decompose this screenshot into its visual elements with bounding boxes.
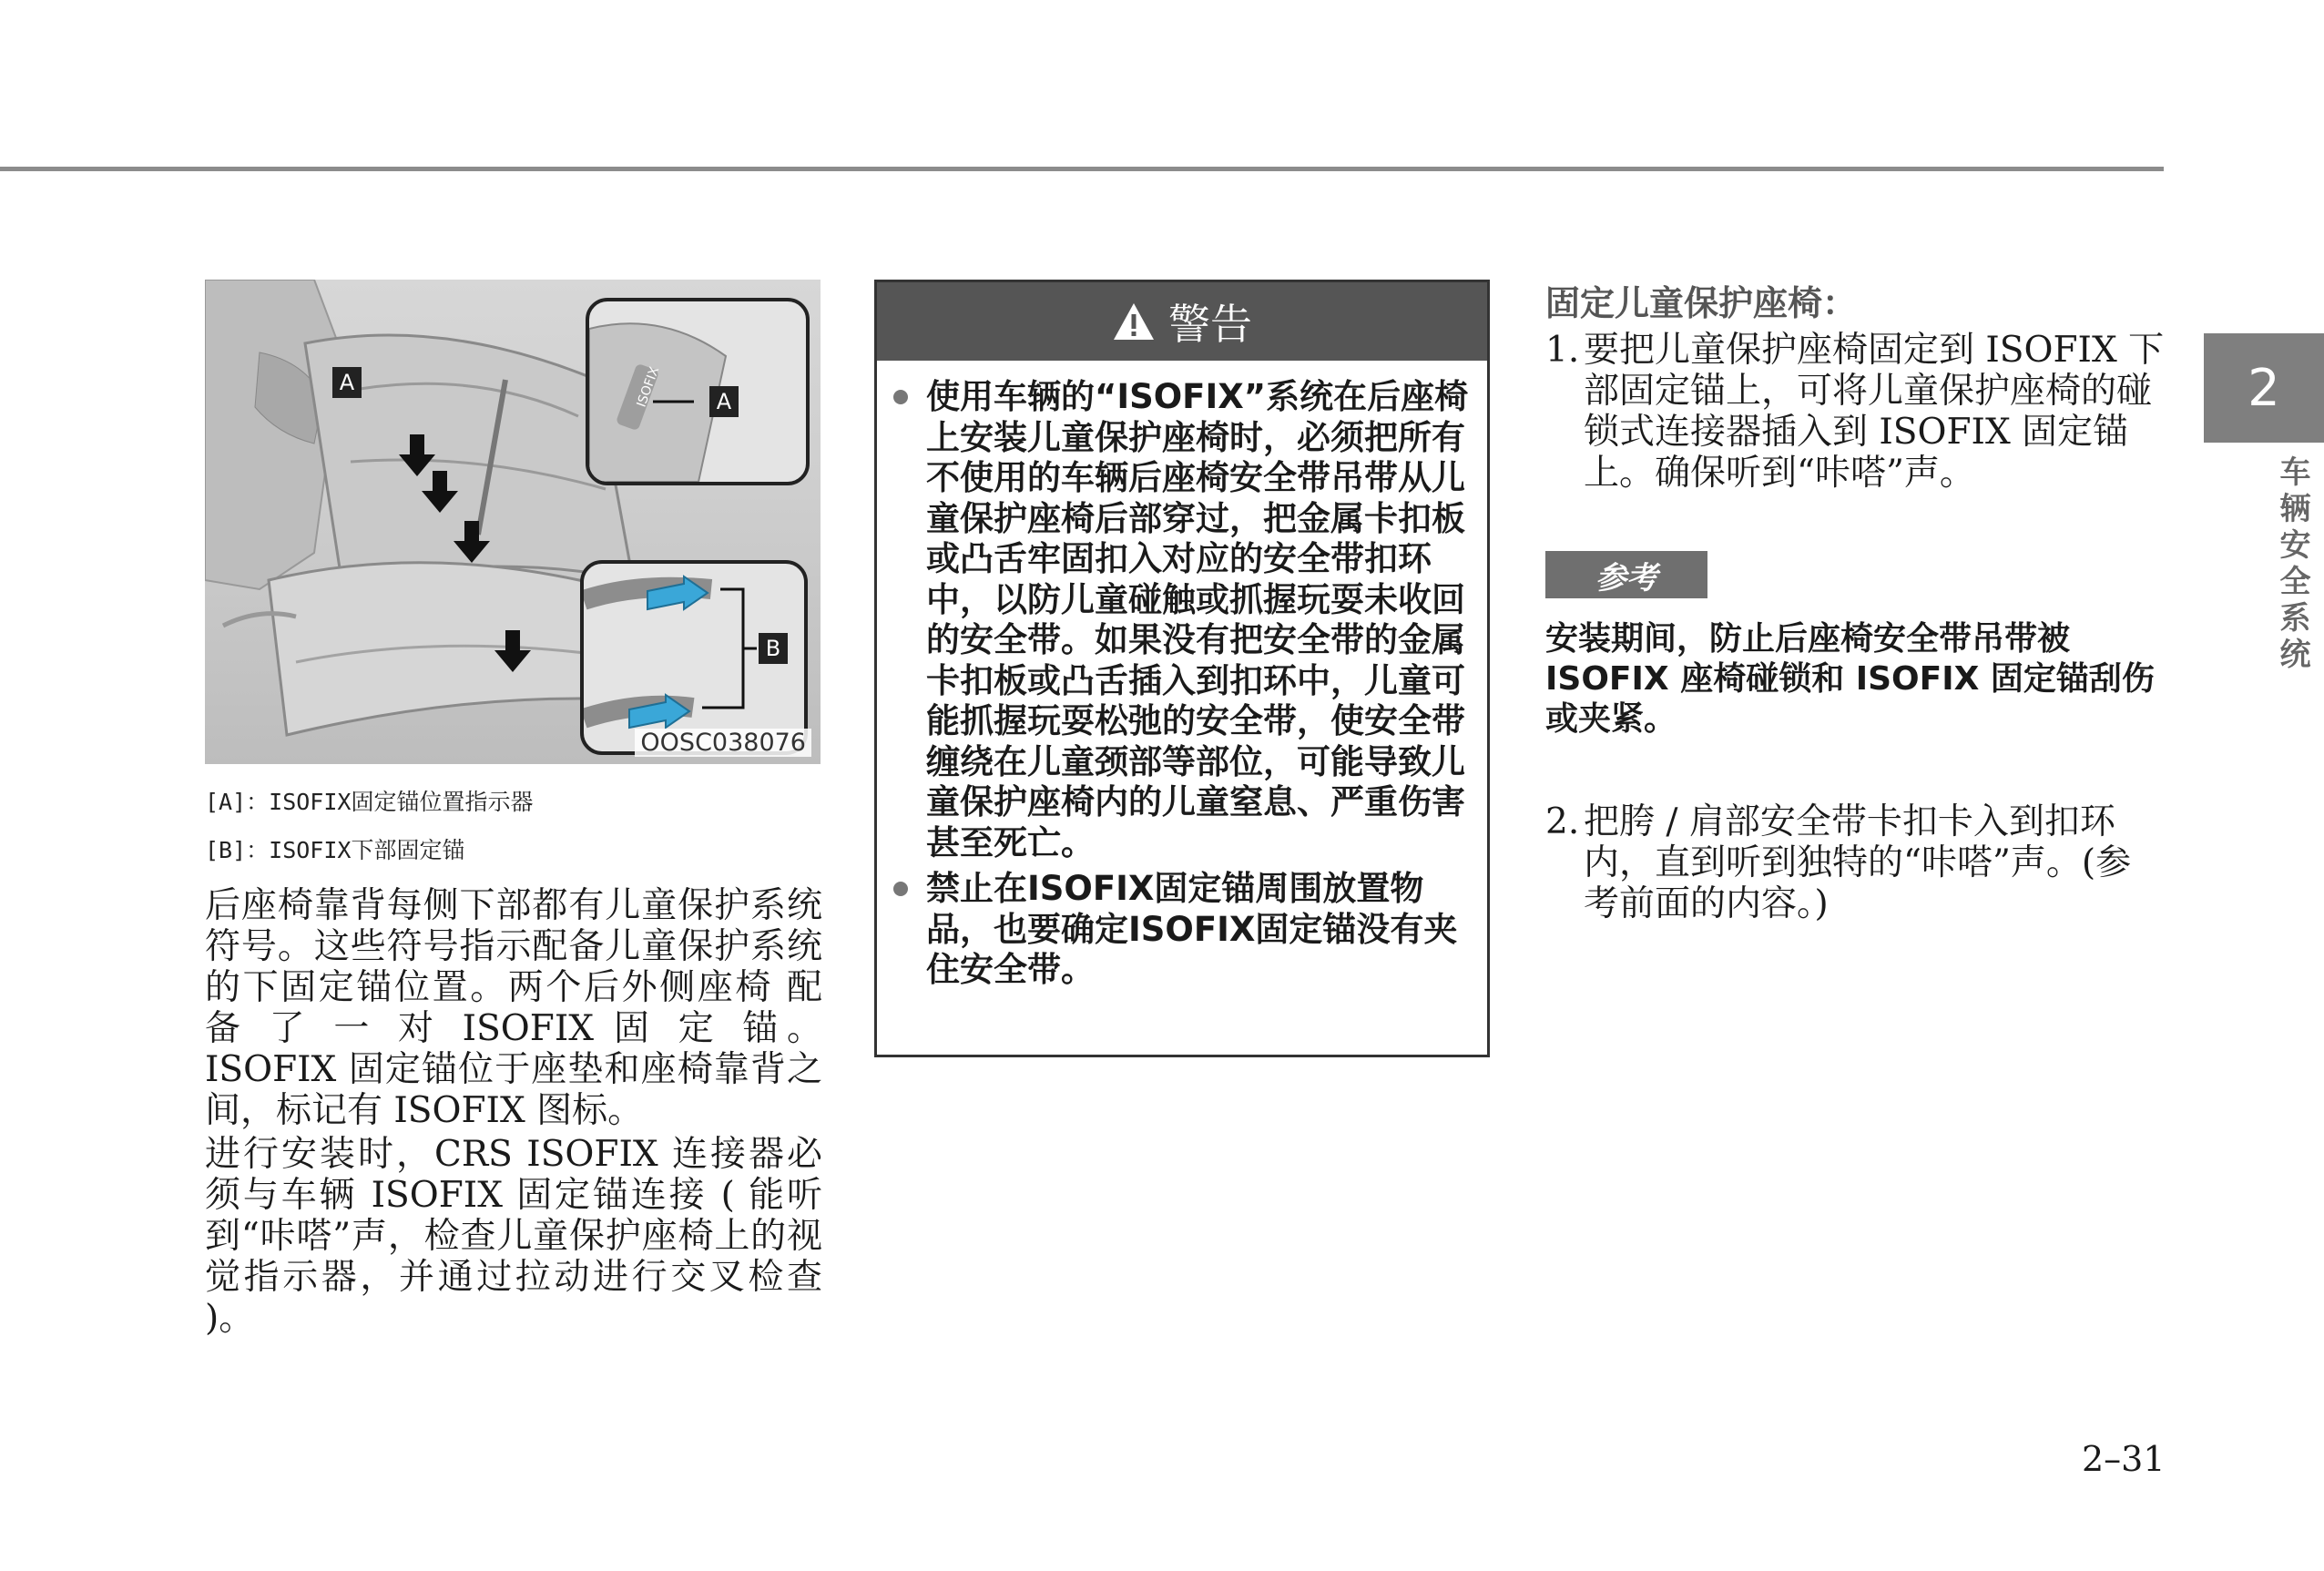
label-a-inset: A [709, 386, 739, 417]
step-2-text: 把胯 / 肩部安全带卡扣卡入到扣环内，直到听到独特的“咔嗒”声。(参考前面的内容。) [1584, 801, 2132, 924]
caption-b: [B]：ISOFIX下部固定锚 [205, 837, 465, 863]
step-1 [1545, 330, 2165, 494]
chapter-tab: 2 [2204, 333, 2324, 443]
step-2 [1545, 801, 2165, 924]
chapter-title: 车辆安全系统 [2274, 455, 2310, 674]
note-text: 安装期间，防止后座椅安全带吊带被 ISOFIX 座椅碰锁和 ISOFIX 固定锚刮伤或夹紧。 [1545, 620, 2155, 738]
label-b: B [759, 633, 788, 664]
inset-a [586, 298, 810, 485]
warning-list [877, 361, 1487, 991]
isofix-seat-illustration [205, 280, 821, 764]
header-rule [0, 167, 2164, 171]
isofix-tag: ISOFIX [634, 364, 663, 410]
warning-title: 警告 [1168, 300, 1252, 349]
figure-code: OOSC038076 [635, 729, 811, 757]
warning-triangle-icon [1112, 301, 1156, 342]
inset-b [580, 560, 808, 755]
page-number: 2–31 [2082, 1439, 2166, 1479]
paragraph-isofix-location: 后座椅靠背每侧下部都有儿童保护系统符号。这些符号指示配备儿童保护系统的下固定锚位置。两个后外侧座椅 配 备 了 一 对 ISOFIX 固 定 锚。ISOFIX 固定锚位于座垫和座椅靠背之间，标记有 ISOFIX 图标。 [205, 885, 822, 1131]
step-1-number: 1. [1545, 330, 1580, 371]
warning-header [877, 282, 1487, 361]
warning-item: 使用车辆的“ISOFIX”系统在后座椅上安装儿童保护座椅时，必须把所有不使用的车辆后座椅安全带吊带从儿童保护座椅后部穿过，把金属卡扣板或凸舌牢固扣入对应的安全带扣环中，以防儿童碰触或抓握玩耍未收回的安全带。如果没有把安全带的金属卡扣板或凸舌插入到扣环中，儿童可能抓握玩耍松弛的安全带，使安全带缠绕在儿童颈部等部位，可能导致儿童保护座椅内的儿童窒息、严重伤害甚至死亡。 [926, 377, 1469, 862]
step-1-text: 要把儿童保护座椅固定到 ISOFIX 下部固定锚上，可将儿童保护座椅的碰锁式连接器插入到 ISOFIX 固定锚上。确保听到“咔嗒”声。 [1584, 330, 2165, 494]
caption-a: [A]：ISOFIX固定锚位置指示器 [205, 789, 534, 815]
label-a-main: A [332, 367, 362, 398]
warning-box [874, 280, 1490, 1057]
note-label: 参考 [1545, 551, 1707, 598]
warning-item: 禁止在ISOFIX固定锚周围放置物品，也要确定ISOFIX固定锚没有夹住安全带。 [926, 869, 1469, 991]
step-2-number: 2. [1545, 801, 1580, 842]
paragraph-installation: 进行安装时，CRS ISOFIX 连接器必须与车辆 ISOFIX 固定锚连接 ( 能听到“咔嗒”声，检查儿童保护座椅上的视觉指示器，并通过拉动进行交叉检查 )。 [205, 1134, 822, 1339]
section-heading: 固定儿童保护座椅： [1545, 283, 1858, 323]
